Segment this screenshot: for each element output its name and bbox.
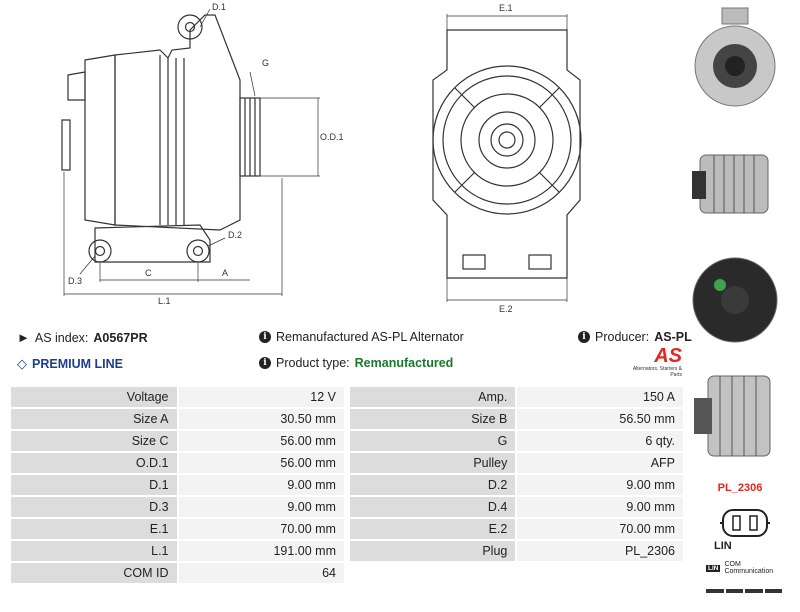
spec-row: [11, 431, 683, 451]
spec-value: 56.00 mm: [179, 431, 344, 451]
spec-label: O.D.1: [11, 453, 177, 473]
label-d2: D.2: [228, 230, 243, 240]
lin-legend: [706, 561, 786, 575]
spec-label: L.1: [11, 541, 177, 561]
as-index-value: A0567PR: [93, 330, 148, 345]
label-d1: D.1: [212, 2, 227, 12]
spec-gap: [346, 519, 348, 539]
logo-mark: AS: [654, 345, 682, 367]
spec-gap: [346, 563, 348, 583]
spec-label: D.4: [350, 497, 515, 517]
premium-line-info: [17, 356, 123, 372]
spec-value: PL_2306: [517, 541, 683, 561]
spec-value: 70.00 mm: [517, 519, 683, 539]
spec-gap: [346, 497, 348, 517]
spec-value: 64: [179, 563, 344, 583]
spec-label: Voltage: [11, 387, 177, 407]
info-icon: i: [578, 331, 590, 343]
spec-gap: [346, 431, 348, 451]
spec-value: 56.00 mm: [179, 453, 344, 473]
spec-label: Size C: [11, 431, 177, 451]
info-icon: i: [259, 331, 271, 343]
product-photo-angle: [690, 362, 780, 472]
spec-label: D.1: [11, 475, 177, 495]
spec-row: [11, 519, 683, 539]
spec-label: Size A: [11, 409, 177, 429]
spec-gap: [346, 541, 348, 561]
product-photo-front: [690, 2, 780, 130]
spec-row: [11, 387, 683, 407]
spec-label: Amp.: [350, 387, 515, 407]
as-index-info: [17, 330, 148, 345]
plug-connector-icon: [720, 506, 772, 540]
spec-value: 191.00 mm: [179, 541, 344, 561]
label-d3: D.3: [68, 276, 83, 286]
tag-icon: ►: [17, 330, 30, 345]
spec-value: 9.00 mm: [517, 497, 683, 517]
product-photo-rear: [690, 240, 780, 358]
label-od1: O.D.1: [320, 132, 344, 142]
product-photo-side: [690, 135, 780, 235]
spec-value: 6 qty.: [517, 431, 683, 451]
legend-bar: [706, 589, 782, 593]
spec-label: G: [350, 431, 515, 451]
spec-value: 12 V: [179, 387, 344, 407]
premium-line-label: PREMIUM LINE: [32, 357, 123, 371]
spec-row: [11, 475, 683, 495]
label-e1: E.1: [499, 3, 513, 13]
plug-lin-label: LIN: [714, 540, 732, 552]
spec-label: COM ID: [11, 563, 177, 583]
spec-row: [11, 563, 683, 583]
spec-label: [350, 563, 515, 583]
spec-gap: [346, 475, 348, 495]
spec-label: D.3: [11, 497, 177, 517]
specs-table: [9, 385, 685, 585]
side-technical-drawing: [40, 0, 344, 318]
producer-info: [578, 330, 692, 344]
spec-value: 70.00 mm: [179, 519, 344, 539]
spec-value: 150 A: [517, 387, 683, 407]
spec-gap: [346, 387, 348, 407]
label-e2: E.2: [499, 304, 513, 314]
description-info: [259, 330, 464, 344]
product-type-info: [259, 356, 453, 370]
product-type-value: Remanufactured: [354, 356, 454, 370]
producer-label: Producer:: [595, 330, 650, 344]
spec-row: [11, 409, 683, 429]
as-pl-logo: [620, 346, 682, 378]
spec-value: 9.00 mm: [517, 475, 683, 495]
plug-code: PL_2306: [717, 482, 763, 494]
spec-value: [517, 563, 683, 583]
label-g: G: [262, 58, 270, 68]
spec-value: 9.00 mm: [179, 497, 344, 517]
spec-value: 56.50 mm: [517, 409, 683, 429]
lin-tag: LIN: [708, 564, 719, 572]
label-a: A: [222, 268, 229, 278]
logo-tagline: Alternators, Starters & Parts: [632, 366, 682, 378]
producer-value: AS-PL: [654, 330, 692, 344]
spec-gap: [346, 453, 348, 473]
label-l1: L.1: [158, 296, 171, 306]
label-c: C: [145, 268, 152, 278]
spec-label: E.1: [11, 519, 177, 539]
spec-value: 30.50 mm: [179, 409, 344, 429]
diamond-icon: ◇: [17, 356, 27, 371]
product-type-label: Product type:: [276, 356, 350, 370]
product-description: Remanufactured AS-PL Alternator: [276, 330, 464, 344]
spec-gap: [346, 409, 348, 429]
spec-label: Plug: [350, 541, 515, 561]
spec-row: [11, 453, 683, 473]
spec-label: E.2: [350, 519, 515, 539]
front-technical-drawing: [395, 0, 600, 318]
spec-row: [11, 541, 683, 561]
spec-label: Pulley: [350, 453, 515, 473]
info-icon: i: [259, 357, 271, 369]
spec-label: D.2: [350, 475, 515, 495]
spec-value: AFP: [517, 453, 683, 473]
spec-label: Size B: [350, 409, 515, 429]
spec-row: [11, 497, 683, 517]
as-index-label: AS index:: [34, 330, 89, 345]
lin-description: COM Communication: [724, 561, 774, 575]
spec-value: 9.00 mm: [179, 475, 344, 495]
